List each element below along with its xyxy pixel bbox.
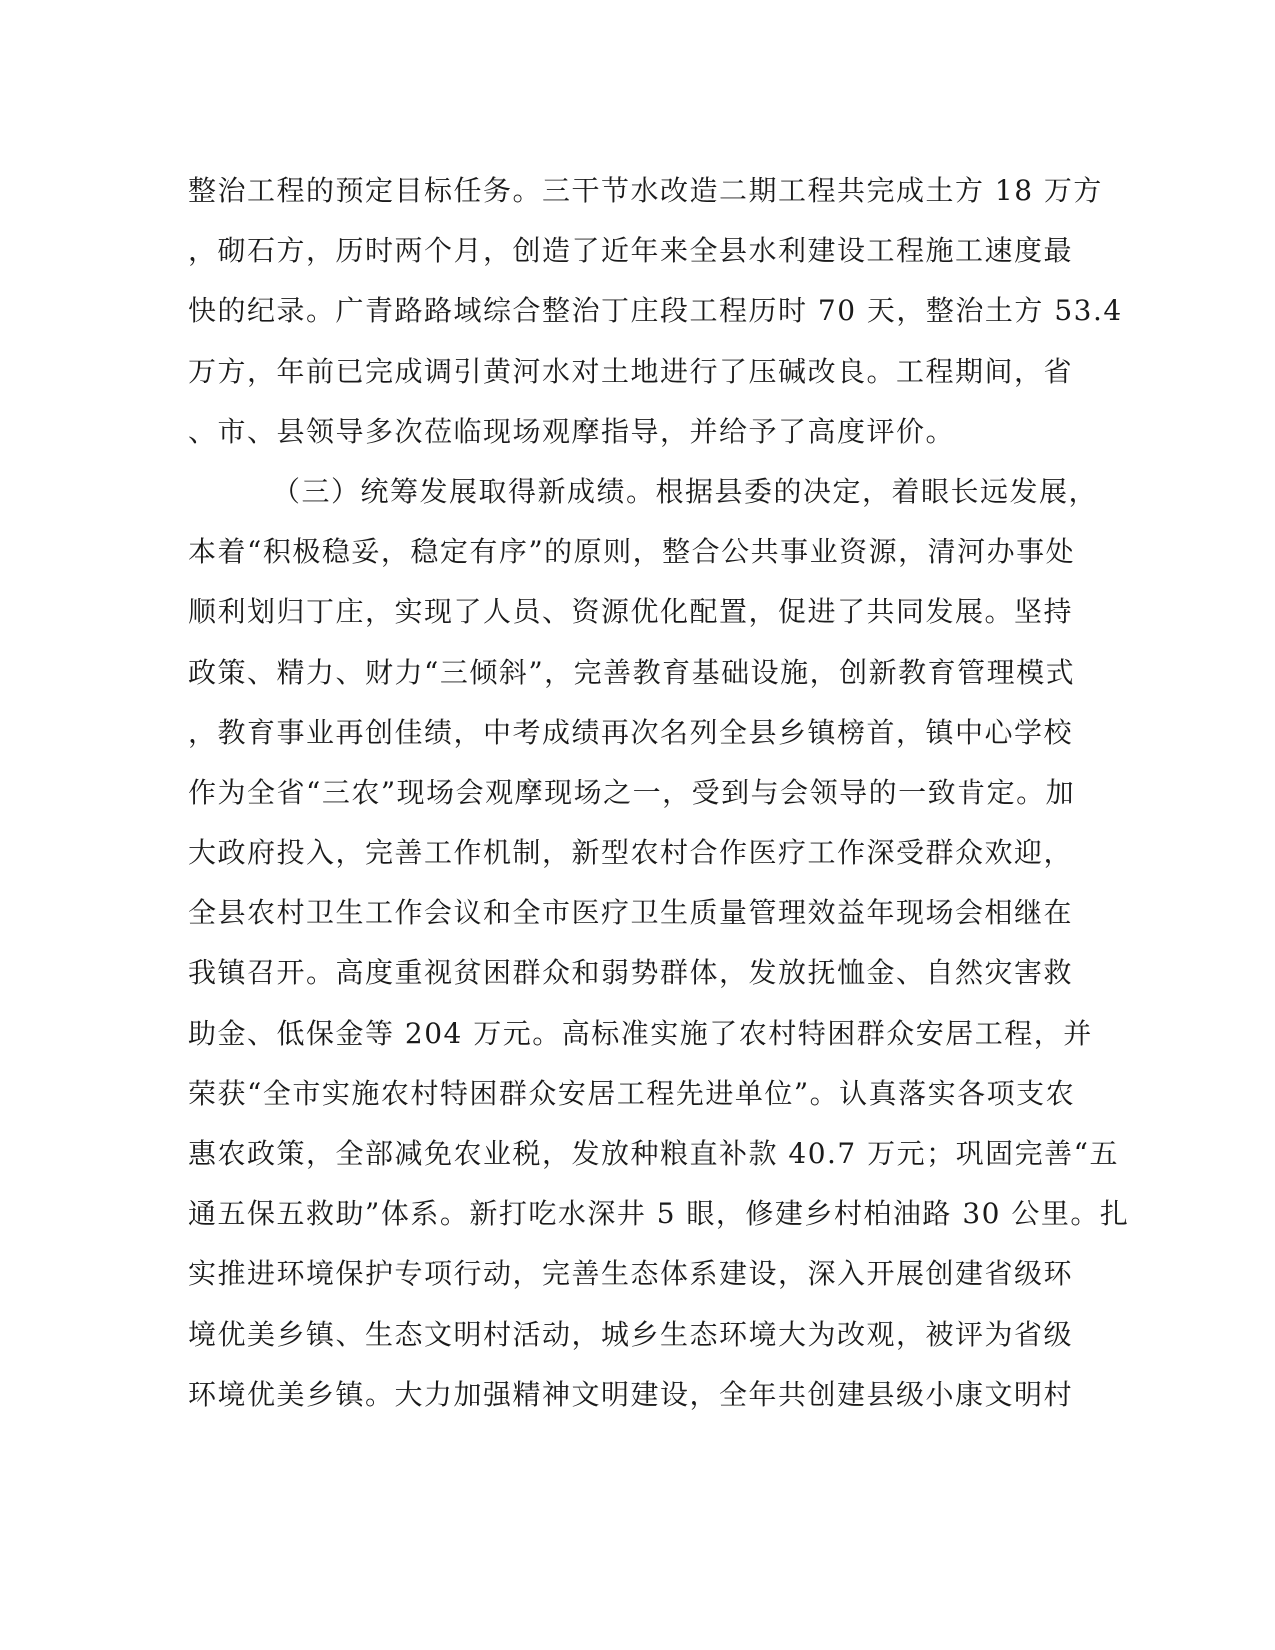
text-line: 作为全省“三农”现场会观摩现场之一，受到与会领导的一致肯定。加: [188, 775, 1076, 809]
text-line: 本着“积极稳妥，稳定有序”的原则，整合公共事业资源，清河办事处: [188, 535, 1076, 569]
section-heading-line: （三）统筹发展取得新成绩。根据县委的决定，着眼长远发展，: [272, 474, 1099, 508]
text-line: 大政府投入，完善工作机制，新型农村合作医疗工作深受群众欢迎，: [188, 836, 1074, 870]
text-line: 政策、精力、财力“三倾斜”，完善教育基础设施，创新教育管理模式: [188, 655, 1076, 689]
text-line: 整治工程的预定目标任务。三干节水改造二期工程共完成土方 18 万方: [188, 174, 1103, 207]
text-line: 实推进环境保护专项行动，完善生态体系建设，深入开展创建省级环: [188, 1257, 1074, 1291]
text-line: 惠农政策，全部减免农业税，发放种粮直补款 40.7 万元；巩固完善“五: [188, 1137, 1119, 1170]
text-line: 全县农村卫生工作会议和全市医疗卫生质量管理效益年现场会相继在: [188, 896, 1074, 930]
text-line: 荣获“全市实施农村特困群众安居工程先进单位”。认真落实各项支农: [188, 1076, 1076, 1110]
text-line: 环境优美乡镇。大力加强精神文明建设，全年共创建县级小康文明村: [188, 1377, 1074, 1411]
text-line: 顺利划归丁庄，实现了人员、资源优化配置，促进了共同发展。坚持: [188, 595, 1074, 629]
body-text: [188, 161, 1130, 1425]
text-line: ，教育事业再创佳绩，中考成绩再次名列全县乡镇榜首，镇中心学校: [188, 715, 1074, 749]
text-line: 通五保五救助”体系。新打吃水深井 5 眼，修建乡村柏油路 30 公里。扎: [188, 1197, 1130, 1231]
text-line: 快的纪录。广青路路域综合整治丁庄段工程历时 70 天，整治土方 53.4: [188, 294, 1123, 328]
text-line: 我镇召开。高度重视贫困群众和弱势群体，发放抚恤金、自然灾害救: [188, 956, 1074, 990]
text-line: ，砌石方，历时两个月，创造了近年来全县水利建设工程施工速度最: [188, 234, 1074, 268]
text-line: 万方，年前已完成调引黄河水对土地进行了压碱改良。工程期间，省: [188, 354, 1074, 388]
text-line: 、市、县领导多次莅临现场观摩指导，并给予了高度评价。: [188, 414, 956, 448]
text-line: 境优美乡镇、生态文明村活动，城乡生态环境大为改观，被评为省级: [188, 1317, 1074, 1351]
text-line: 助金、低保金等 204 万元。高标准实施了农村特困群众安居工程，并: [188, 1016, 1093, 1050]
